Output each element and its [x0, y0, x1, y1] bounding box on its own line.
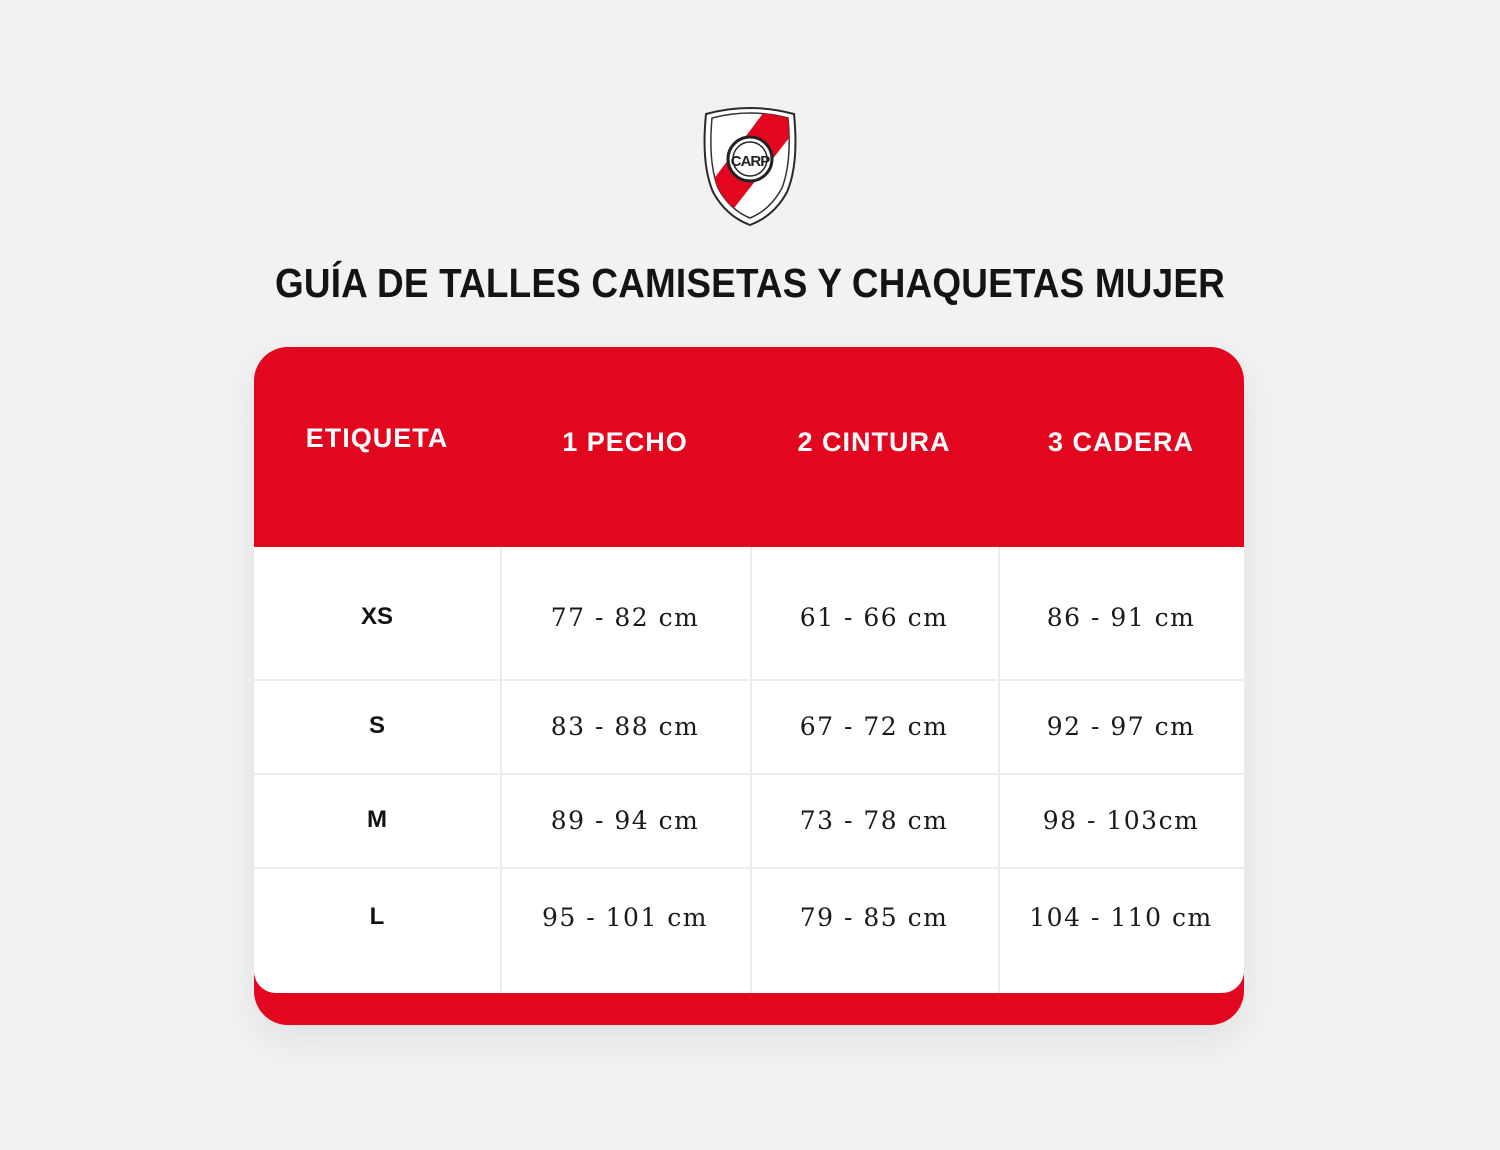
- header-pecho: 1 PECHO: [562, 426, 688, 457]
- cintura-value: 61 - 66 cm: [799, 602, 949, 632]
- crest-monogram: CARP: [730, 153, 770, 170]
- pecho-value: 83 - 88 cm: [550, 711, 700, 741]
- table-row: [254, 547, 1244, 687]
- size-table: [254, 347, 1244, 1025]
- page-title: GUÍA DE TALLES CAMISETAS Y CHAQUETAS MUJER: [275, 260, 1225, 306]
- river-plate-crest-icon: [700, 104, 800, 226]
- table-body: [254, 547, 1244, 993]
- size-label: M: [367, 806, 387, 833]
- header-cadera: 3 CADERA: [1047, 426, 1195, 457]
- table-row: [254, 867, 1244, 967]
- size-label: L: [369, 903, 385, 930]
- header-etiqueta: ETIQUETA: [305, 422, 449, 453]
- table-header: [254, 347, 1244, 547]
- pecho-value: 95 - 101 cm: [541, 902, 709, 932]
- table-row: [254, 773, 1244, 867]
- cadera-value: 92 - 97 cm: [1046, 711, 1196, 741]
- cadera-value: 98 - 103cm: [1042, 805, 1200, 835]
- cadera-value: 86 - 91 cm: [1046, 602, 1196, 632]
- header-cintura: 2 CINTURA: [797, 426, 951, 457]
- cadera-value: 104 - 110 cm: [1029, 902, 1213, 932]
- cintura-value: 73 - 78 cm: [799, 805, 949, 835]
- pecho-value: 89 - 94 cm: [550, 805, 700, 835]
- size-label: S: [368, 712, 385, 739]
- cintura-value: 67 - 72 cm: [799, 711, 949, 741]
- size-label: XS: [360, 603, 393, 630]
- cintura-value: 79 - 85 cm: [799, 902, 949, 932]
- table-row: [254, 679, 1244, 773]
- pecho-value: 77 - 82 cm: [550, 602, 700, 632]
